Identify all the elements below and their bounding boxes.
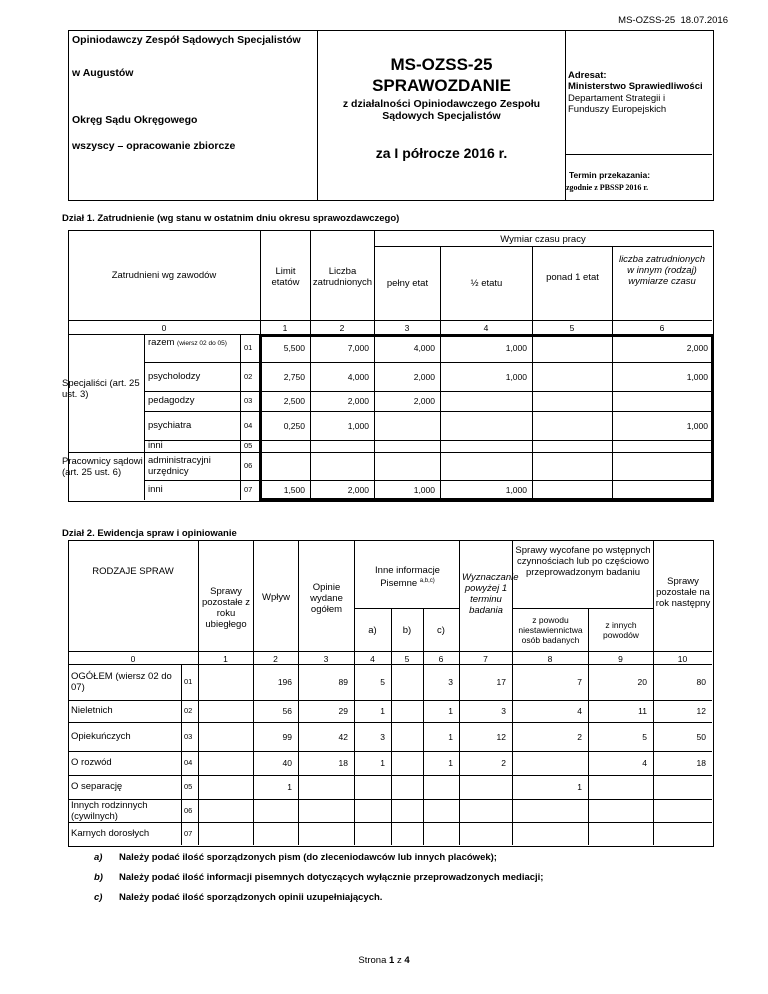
s1-cell-value: 1,000	[686, 371, 708, 382]
s1-cell-value: 5,500	[283, 343, 305, 353]
page-total: 4	[404, 955, 410, 966]
s1-row-num: 07	[244, 485, 253, 494]
s1-row-label: inni	[148, 440, 163, 451]
s2-cell-value: 12	[696, 706, 706, 716]
s1-colnum-1: 1	[282, 323, 288, 333]
s2-cell-value: 56	[282, 706, 292, 716]
s2-cell-value: 18	[338, 758, 348, 768]
section2-title: Dział 2. Ewidencja spraw i opiniowanie	[62, 528, 237, 539]
s2-colnum: 2	[273, 654, 278, 664]
section1-title: Dział 1. Zatrudnienie (wg stanu w ostatnim dniu okresu sprawozdawczego)	[62, 213, 400, 224]
s1-col-count: Liczba zatrudnionych	[312, 266, 373, 288]
s2-cell-value: 18	[696, 758, 706, 768]
s2-col-pending-start: Sprawy pozostałe z roku ubiegłego	[201, 586, 251, 630]
s2-col-other-reasons: z innych powodów	[603, 620, 639, 640]
s1-cell-value: 0,250	[283, 420, 305, 431]
s2-cell-value: 3	[501, 706, 506, 716]
s1-cell-value: 2,750	[283, 371, 305, 382]
s2-cell-value: 3	[448, 677, 453, 687]
s2-row-label: O separację	[71, 781, 123, 792]
s2-cell-value: 29	[338, 706, 348, 716]
s2-cell-value: 20	[637, 677, 647, 687]
s1-row-note: (wiersz 02 do 05)	[177, 340, 227, 347]
s1-cell-value: 1,000	[505, 371, 527, 382]
addressee-label: Adresat:	[568, 70, 607, 81]
s2-cell-value: 99	[282, 731, 292, 742]
s2-col-withdrawn: Sprawy wycofane po wstępnych czynnościach lub po częściowo przeprowadzonym badaniu	[515, 545, 651, 578]
s2-colnum: 5	[404, 654, 410, 664]
district: Okręg Sądu Okręgowego	[72, 114, 198, 126]
group-workers: Pracownicy sądowi (art. 25 ust. 6)	[62, 456, 143, 478]
s2-cell-value: 12	[496, 731, 506, 742]
s2-row-label: OGÓŁEM (wiersz 02 do 07)	[71, 671, 172, 693]
s1-col-half: ½ etatu	[470, 278, 503, 289]
s2-cell-value: 40	[282, 758, 292, 768]
s1-col-group: Wymiar czasu pracy	[500, 234, 586, 245]
s2-colnum: 9	[618, 654, 623, 664]
s2-cell-value: 7	[577, 677, 582, 687]
s2-cell-value: 196	[277, 677, 292, 687]
s2-colnum: 8	[547, 654, 553, 664]
doc-header-ref	[618, 15, 728, 26]
s1-colnum-4: 4	[483, 323, 489, 333]
footnote-text: Należy podać ilość sporządzonych opinii uzupełniających.	[119, 892, 383, 903]
s2-cell-value: 2	[577, 731, 582, 742]
s1-row-label: inni	[148, 484, 163, 495]
footnote-mark: b)	[94, 872, 103, 883]
s1-cell-value: 1,000	[347, 420, 369, 431]
s2-cell-value: 4	[577, 706, 582, 716]
s2-col-pending-end: Sprawy pozostałe na rok następny	[655, 576, 711, 609]
s2-col-other-info-text: Inne informacje Pisemne	[375, 565, 440, 590]
s1-colnum-5: 5	[569, 323, 575, 333]
s1-cell-value: 7,000	[347, 343, 369, 353]
s1-colnum-3: 3	[404, 323, 410, 333]
page-sep: z	[396, 955, 402, 966]
s2-row-num: 07	[184, 828, 193, 838]
s2-cell-value: 1	[287, 782, 292, 792]
s2-colnum: 6	[438, 654, 444, 664]
s1-cell-value: 1,000	[413, 485, 435, 495]
s2-row-label: Opiekuńczych	[71, 730, 131, 742]
page-prefix: Strona	[358, 955, 387, 966]
s1-cell-value: 2,000	[413, 396, 435, 406]
scope: wszyscy – opracowanie zbiorcze	[72, 140, 236, 152]
s1-cell-value: 2,000	[347, 485, 369, 495]
s2-cell-value: 1	[577, 782, 582, 792]
s1-col-limit: Limit etatów	[271, 266, 300, 288]
addressee-dept: Departament Strategii i Funduszy Europejskich	[568, 93, 667, 115]
s2-cell-value: 17	[496, 677, 506, 687]
s1-cell-value: 1,000	[505, 485, 527, 495]
footnote-text: Należy podać ilość sporządzonych pism (do zleceniodawców lub innych placówek);	[119, 852, 497, 863]
s2-cell-value: 50	[696, 731, 706, 742]
s1-colnum-0: 0	[161, 323, 167, 333]
s2-row-num: 03	[184, 731, 193, 741]
s2-row-num: 06	[184, 805, 193, 815]
form-title: SPRAWOZDANIE	[372, 76, 511, 95]
s1-colnum-2: 2	[339, 323, 345, 333]
s2-cell-value: 1	[380, 706, 385, 716]
s1-colnum-6: 6	[659, 323, 665, 333]
s1-row-label	[148, 337, 240, 349]
s1-cell-value: 1,500	[283, 485, 305, 495]
s1-col-over: ponad 1 etat	[546, 272, 599, 283]
s1-row-num: 05	[244, 441, 253, 450]
s1-cell-value: 2,000	[686, 343, 708, 353]
s1-row-label: psycholodzy	[148, 370, 201, 382]
form-code: MS-OZSS-25	[390, 55, 493, 74]
s2-cell-value: 89	[338, 677, 348, 687]
page-current: 1	[389, 955, 395, 966]
s2-cell-value: 80	[696, 677, 706, 687]
period: za I półrocze 2016 r.	[375, 145, 508, 161]
s2-cell-value: 42	[338, 731, 348, 742]
s2-col-stub: RODZAJE SPRAW	[92, 566, 174, 577]
s1-cell-value: 4,000	[413, 343, 435, 353]
s2-colnum: 10	[677, 654, 688, 664]
org-name: Opiniodawczy Zespół Sądowych Specjalistów	[72, 34, 301, 46]
s2-row-num: 04	[184, 758, 193, 767]
s2-row-num: 01	[184, 677, 193, 686]
s1-col-full: pełny etat	[386, 278, 429, 289]
deadline-label: Termin przekazania:	[569, 170, 651, 180]
s2-colnum: 1	[223, 654, 228, 664]
doc-date: 18.07.2016	[680, 15, 728, 26]
s2-row-label: Nieletnich	[71, 705, 113, 716]
s2-col-b: b)	[402, 625, 412, 636]
s2-cell-value: 1	[448, 706, 453, 716]
s1-cell-value: 4,000	[347, 371, 369, 382]
s2-col-opinions: Opinie wydane ogółem	[310, 582, 343, 615]
s1-row-label: psychiatra	[148, 419, 192, 431]
s2-cell-value: 4	[642, 758, 647, 768]
s2-colnum: 7	[483, 654, 488, 664]
s2-cell-value: 1	[380, 758, 385, 768]
s2-cell-value: 5	[380, 677, 385, 687]
s2-col-a: a)	[368, 625, 377, 636]
s2-row-num: 05	[184, 782, 193, 791]
s2-col-absence: z powodu niestawiennictwa osób badanych	[518, 615, 583, 645]
s1-row-num: 03	[244, 396, 253, 405]
s1-cell-value: 1,000	[686, 420, 708, 431]
s2-cell-value: 11	[638, 706, 647, 716]
addressee-name: Ministerstwo Sprawiedliwości	[568, 81, 703, 92]
s2-col-other-info-sup: a,b,c)	[419, 578, 435, 584]
s1-row-label-text: razem	[148, 337, 175, 348]
s2-colnum: 0	[130, 654, 136, 664]
footnote-mark: c)	[94, 892, 103, 903]
s2-cell-value: 2	[501, 758, 506, 768]
s2-row-label: O rozwód	[71, 757, 112, 768]
s2-cell-value: 1	[448, 731, 453, 742]
s1-row-num: 02	[244, 371, 253, 381]
s1-row-label: administracyjni urzędnicy	[148, 455, 211, 477]
group-specialists: Specjaliści (art. 25 ust. 3)	[62, 378, 140, 400]
s2-cell-value: 5	[642, 731, 647, 742]
doc-code: MS-OZSS-25	[618, 15, 676, 26]
s2-col-other-info	[356, 565, 459, 589]
s1-cell-value: 2,000	[347, 396, 369, 406]
s2-row-num: 02	[184, 706, 193, 715]
s2-row-label: Karnych dorosłych	[71, 827, 150, 839]
s1-cell-value: 2,500	[283, 396, 305, 406]
s2-cell-value: 3	[380, 731, 385, 742]
form-subtitle: z działalności Opiniodawczego Zespołu Sądowych Specjalistów	[342, 98, 541, 122]
s1-col-stub: Zatrudnieni wg zawodów	[111, 270, 217, 281]
s2-col-appointment: Wyznaczanie powyżej 1 terminu badania	[462, 572, 519, 616]
s2-col-inflow: Wpływ	[262, 592, 290, 603]
s1-row-label: pedagodzy	[148, 395, 195, 406]
s2-cell-value: 1	[448, 758, 453, 768]
s1-row-num: 01	[244, 343, 253, 352]
s1-row-num: 04	[244, 420, 253, 430]
s1-col-other: liczba zatrudnionych w innym (rodzaj) wymiarze czasu	[618, 254, 706, 287]
s2-colnum: 3	[323, 654, 329, 664]
footnote-text: Należy podać ilość informacji pisemnych dotyczących wyłącznie przeprowadzonych mediacji;	[119, 872, 544, 883]
page-footer	[0, 955, 768, 966]
s2-colnum: 4	[370, 654, 375, 664]
s2-row-label: Innych rodzinnych (cywilnych)	[71, 799, 148, 822]
s1-cell-value: 2,000	[413, 371, 435, 382]
footnote-mark: a)	[94, 852, 103, 863]
org-location: w Augustów	[72, 67, 134, 79]
s2-col-c: c)	[437, 625, 445, 636]
s1-row-num: 06	[244, 461, 253, 470]
s1-cell-value: 1,000	[505, 343, 527, 353]
deadline-value: zgodnie z PBSSP 2016 r.	[566, 183, 649, 192]
